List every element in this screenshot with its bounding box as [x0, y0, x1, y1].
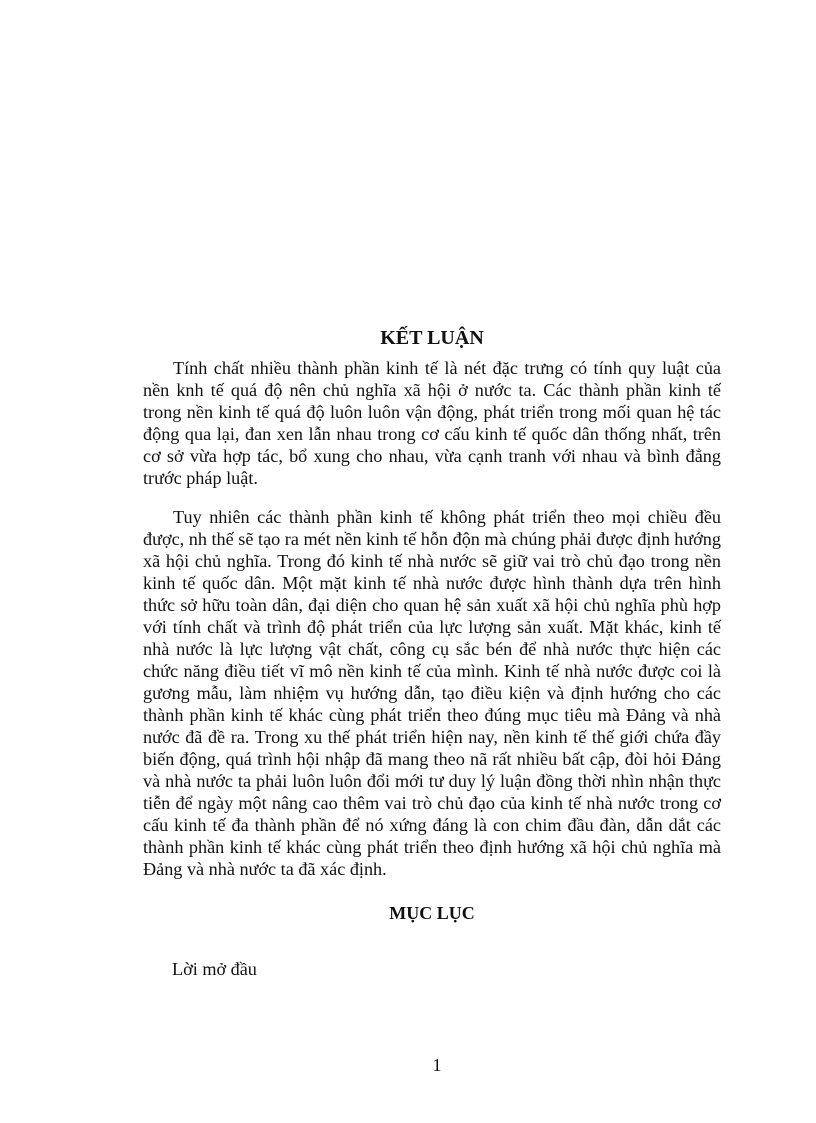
conclusion-heading: KẾT LUẬN: [380, 327, 484, 349]
conclusion-paragraph-2: Tuy nhiên các thành phần kinh tế không phát triển theo mọi chiều đều được, nh thế sẽ tạo ra mét nền kinh tế hỗn độn mà chúng phải được định hướng xã hội chủ nghĩa. Trong đó kinh tế nhà nước sẽ giữ vai trò chủ đạo trong nền kinh tế quốc dân. Một mặt kinh tế nhà nước được hình thành dựa trên hình thức sở hữu toàn dân, đại diện cho quan hệ sản xuất xã hội chủ nghĩa phù hợp với tính chất và trình độ phát triển của lực lượng sản xuất. Mặt khác, kinh tế nhà nước là lực lượng vật chất, công cụ sắc bén để nhà nước thực hiện các chức năng điều tiết vĩ mô nền kinh tế của mình. Kinh tế nhà nước được coi là gương mẫu, làm nhiệm vụ hướng dẫn, tạo điều kiện và định hướng cho các thành phần kinh tế khác cùng phát triển theo đúng mục tiêu mà Đảng và nhà nước đã đề ra. Trong xu thế phát triển hiện nay, nền kinh tế thế giới chứa đầy biến động, quá trình hội nhập đã mang theo nã rất nhiều bất cập, đòi hỏi Đảng và nhà nước ta phải luôn luôn đổi mới tư duy lý luận đồng thời nhìn nhận thực tiễn để ngày một nâng cao thêm vai trò chủ đạo của kinh tế nhà nước trong cơ cấu kinh tế đa thành phần để nó xứng đáng là con chim đầu đàn, dẫn dắt các thành phần kinh tế khác cùng phát triển theo định hướng xã hội chủ nghĩa mà Đảng và nhà nước ta đã xác định.: [143, 507, 721, 879]
page-number: 1: [432, 1055, 442, 1075]
table-of-contents-heading: MỤC LỤC: [389, 903, 475, 923]
conclusion-paragraph-1: Tính chất nhiều thành phần kinh tế là nét đặc trưng có tính quy luật của nền knh tế quá độ nên chủ nghĩa xã hội ở nước ta. Các thành phần kinh tế trong nền kinh tế quá độ luôn luôn vận động, phát triển trong mối quan hệ tác động qua lại, đan xen lẫn nhau trong cơ cấu kinh tế quốc dân thống nhất, trên cơ sở vừa hợp tác, bổ xung cho nhau, vừa cạnh tranh với nhau và bình đẳng trước pháp luật.: [143, 358, 721, 488]
toc-item-introduction: Lời mở đầu: [172, 959, 257, 979]
